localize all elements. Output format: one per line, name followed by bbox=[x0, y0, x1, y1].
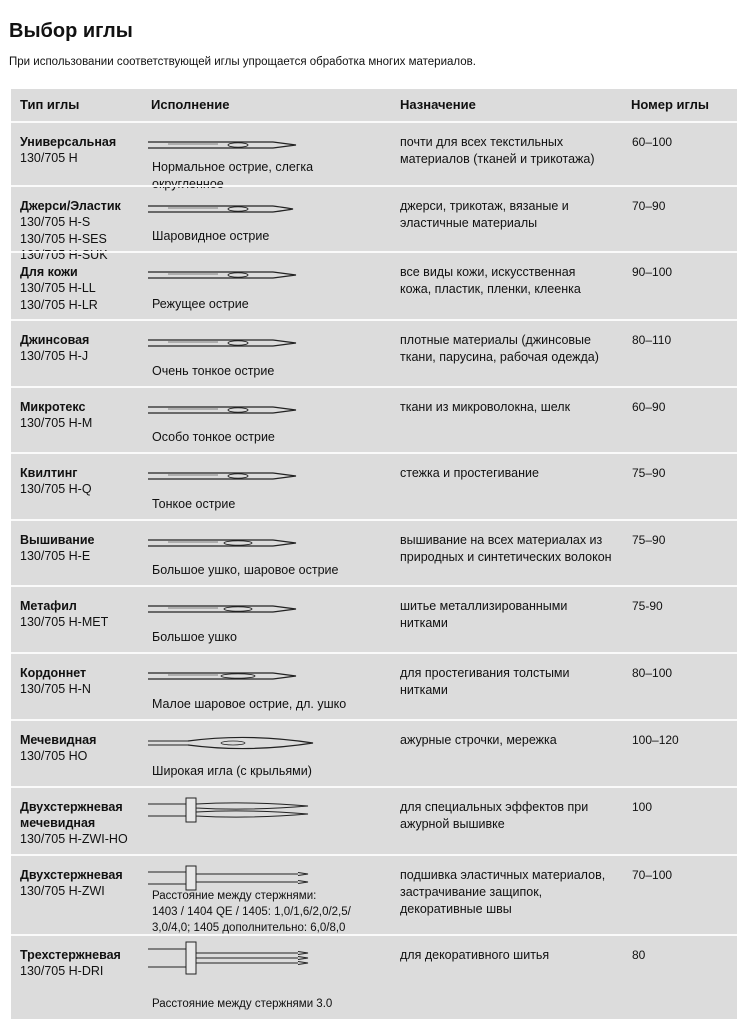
table-row bbox=[11, 585, 737, 654]
needle-type-name: Джерси/Эластик bbox=[20, 199, 121, 213]
needle-description: Тонкое острие bbox=[152, 497, 236, 511]
needle-description: Шаровидное острие bbox=[152, 229, 270, 243]
needle-purpose: ажурные строчки, мережка bbox=[400, 733, 557, 747]
needle-purpose: почти для всех текстильных материалов (тканей и трикотажа) bbox=[400, 135, 595, 166]
needle-description: Расстояние между стержнями: 1403 / 1404 QE / 1405: 1,0/1,6/2,0/2,5/ 3,0/4,0; 1405 дополнительно: 6,0/8,0 bbox=[152, 890, 351, 934]
needle-type-name: Джинсовая bbox=[20, 333, 90, 347]
needle-table bbox=[11, 89, 737, 1019]
needle-code: 130/705 H-SUK bbox=[20, 248, 108, 262]
needle-description: Нормальное острие, слегка округленное bbox=[152, 160, 314, 191]
needle-type-name: Двухстержневая bbox=[20, 868, 123, 882]
page-title: Выбор иглы bbox=[9, 20, 133, 42]
needle-description: Очень тонкое острие bbox=[152, 364, 275, 378]
table-row bbox=[11, 319, 737, 388]
needle-type-name: Вышивание bbox=[20, 533, 95, 547]
table-row bbox=[11, 251, 737, 321]
needle-type-name: Квилтинг bbox=[20, 466, 78, 480]
needle-codes bbox=[20, 280, 98, 313]
needle-type-name: Трехстержневая bbox=[20, 948, 121, 962]
needle-size: 75–90 bbox=[632, 466, 666, 480]
needle-codes bbox=[20, 831, 128, 848]
needle-purpose: все виды кожи, искусственная кожа, пластик, пленки, клеенка bbox=[400, 265, 581, 296]
needle-size: 100–120 bbox=[632, 733, 679, 747]
needle-size: 60–100 bbox=[632, 135, 673, 149]
needle-purpose: для специальных эффектов при ажурной вышивке bbox=[400, 800, 589, 831]
needle-purpose: подшивка эластичных материалов, застрачивание защипок, декоративные швы bbox=[400, 868, 606, 916]
long-eye-needle-icon bbox=[148, 656, 328, 701]
table-header bbox=[11, 89, 737, 119]
needle-size: 100 bbox=[632, 800, 653, 814]
needle-code: 130/705 H-ZWI-HO bbox=[20, 832, 128, 846]
needle-purpose: для простегивания толстыми нитками bbox=[400, 666, 570, 697]
needle-codes bbox=[20, 150, 78, 167]
needle-size: 90–100 bbox=[632, 265, 673, 279]
needle-purpose: стежка и простегивание bbox=[400, 466, 539, 480]
needle-size: 80 bbox=[632, 948, 646, 962]
sharp-needle-icon bbox=[148, 323, 328, 368]
table-row bbox=[11, 854, 737, 936]
table-row bbox=[11, 786, 737, 856]
table-row bbox=[11, 519, 737, 587]
needle-code: 130/705 H-SES bbox=[20, 231, 107, 246]
table-row bbox=[11, 719, 737, 788]
needle-description: Особо тонкое острие bbox=[152, 430, 275, 444]
table-row bbox=[11, 386, 737, 454]
needle-code: 130/705 H-ZWI bbox=[20, 884, 105, 898]
needle-codes bbox=[20, 481, 92, 498]
needle-size: 75-90 bbox=[632, 599, 663, 613]
wing-needle-icon bbox=[148, 723, 328, 768]
cutting-point-needle-icon bbox=[148, 255, 328, 300]
needle-code: 130/705 H-S bbox=[20, 215, 91, 229]
needle-purpose: плотные материалы (джинсовые ткани, парусина, рабочая одежда) bbox=[400, 333, 599, 364]
needle-code: 130/705 HO bbox=[20, 749, 88, 763]
table-row bbox=[11, 934, 737, 1021]
needle-code: 130/705 H bbox=[20, 151, 78, 165]
large-eye-needle-icon bbox=[148, 589, 328, 634]
needle-purpose: джерси, трикотаж, вязаные и эластичные материалы bbox=[400, 199, 569, 230]
table-row bbox=[11, 652, 737, 721]
needle-description: Малое шаровое острие, дл. ушко bbox=[152, 697, 347, 711]
needle-purpose: для декоративного шитья bbox=[400, 948, 550, 962]
needle-code: 130/705 H-M bbox=[20, 416, 93, 430]
needle-code: 130/705 H-Q bbox=[20, 482, 92, 496]
needle-type-name: Кордоннет bbox=[20, 666, 87, 680]
needle-description: Режущее острие bbox=[152, 297, 249, 311]
triple-needle-icon bbox=[148, 938, 328, 983]
needle-size: 60–90 bbox=[632, 400, 666, 414]
needle-description: Широкая игла (с крыльями) bbox=[152, 764, 312, 778]
table-row bbox=[11, 121, 737, 191]
needle-size: 70–100 bbox=[632, 868, 673, 882]
needle-codes bbox=[20, 963, 103, 980]
needle-purpose: шитье металлизированными нитками bbox=[400, 599, 568, 630]
needle-codes bbox=[20, 548, 90, 565]
needle-codes bbox=[20, 681, 91, 698]
needle-code: 130/705 H-LL bbox=[20, 281, 96, 295]
needle-size: 75–90 bbox=[632, 533, 666, 547]
needle-size: 80–110 bbox=[632, 333, 672, 347]
table-row bbox=[11, 452, 737, 521]
needle-codes bbox=[20, 614, 108, 631]
needle-codes bbox=[20, 748, 87, 765]
needle-codes bbox=[20, 348, 88, 365]
needle-type-name: Для кожи bbox=[20, 265, 78, 279]
needle-codes bbox=[20, 883, 105, 900]
needle-purpose: вышивание на всех материалах из природных и синтетических волокон bbox=[400, 533, 612, 564]
needle-code: 130/705 H-E bbox=[20, 549, 91, 563]
sharp-needle-icon bbox=[148, 456, 328, 501]
needle-size: 70–90 bbox=[632, 199, 666, 213]
needle-code: 130/705 H-J bbox=[20, 349, 89, 363]
double-wing-needle-icon bbox=[148, 790, 328, 835]
needle-codes bbox=[20, 415, 92, 432]
needle-code: 130/705 H-N bbox=[20, 682, 91, 696]
header-execution: Исполнение bbox=[151, 97, 230, 112]
needle-type-name: Мечевидная bbox=[20, 733, 97, 747]
needle-purpose: ткани из микроволокна, шелк bbox=[400, 400, 571, 414]
needle-type-name: Микротекс bbox=[20, 400, 86, 414]
needle-code: 130/705 H-MET bbox=[20, 615, 109, 629]
header-purpose: Назначение bbox=[400, 97, 476, 112]
table-row bbox=[11, 185, 737, 262]
needle-description: Большое ушко bbox=[152, 630, 237, 644]
intro-text: При использовании соответствующей иглы упрощается обработка многих материалов. bbox=[9, 56, 476, 68]
needle-type-name: Двухстержневая мечевидная bbox=[20, 800, 123, 830]
needle-code: 130/705 H-DRI bbox=[20, 964, 104, 978]
needle-description: Расстояние между стержнями 3.0 bbox=[152, 998, 333, 1010]
header-type: Тип иглы bbox=[20, 97, 80, 112]
needle-type-name: Универсальная bbox=[20, 135, 117, 149]
needle-size: 80–100 bbox=[632, 666, 673, 680]
needle-code: 130/705 H-LR bbox=[20, 297, 98, 312]
header-size: Номер иглы bbox=[631, 97, 709, 112]
needle-type-name: Метафил bbox=[20, 599, 77, 613]
needle-description: Большое ушко, шаровое острие bbox=[152, 563, 339, 577]
